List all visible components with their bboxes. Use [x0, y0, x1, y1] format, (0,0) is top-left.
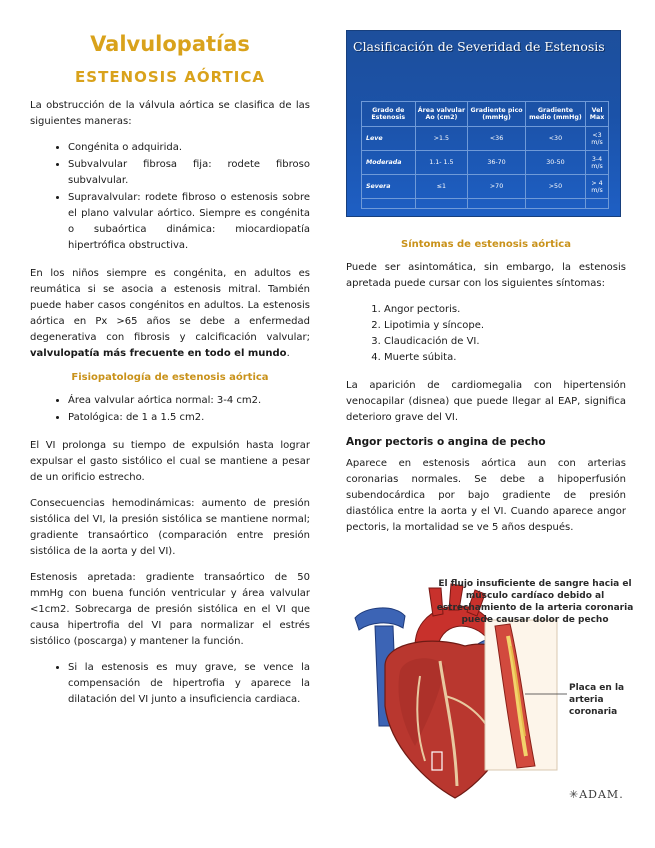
table-cell: [362, 199, 416, 209]
table-cell: <36: [468, 127, 525, 151]
table-cell: > 4 m/s: [586, 175, 609, 199]
severity-table-title: Clasificación de Severidad de Estenosis: [353, 39, 605, 54]
page-title: Valvulopatías: [90, 32, 250, 56]
table-row: [362, 199, 609, 209]
table-cell: Severa: [362, 175, 416, 199]
list-item: • Área valvular aórtica normal: 3-4 cm2.: [68, 393, 310, 409]
table-row: [362, 151, 609, 175]
table-row: [362, 127, 609, 151]
list-item: 3. Claudicación de VI.: [384, 334, 626, 350]
children-text: En los niños siempre es congénita, en adultos es reumática si se asocia a estenosis mitral. También puede haber casos congénitos en adultos. La estenosis aórtica en Px >65 años se debe a enfermedad degenerativa con fibrosis y calcificación valvular;: [30, 268, 310, 343]
heart-illustration: [345, 576, 634, 804]
severe-list: [30, 660, 310, 708]
table-header: Gradiente medio (mmHg): [525, 102, 585, 127]
fisio-heading: Fisiopatología de estenosis aórtica: [71, 372, 269, 383]
sintomas-heading: Síntomas de estenosis aórtica: [401, 239, 571, 250]
section-subtitle: ESTENOSIS AÓRTICA: [75, 68, 265, 86]
table-header: Grado de Estenosis: [362, 102, 416, 127]
children-bold-text: valvulopatía más frecuente en todo el mundo: [30, 348, 287, 359]
table-header: Área valvular Ao (cm2): [415, 102, 468, 127]
angor-paragraph: Aparece en estenosis aórtica aun con arterias coronarias normales. Se debe a hipoperfusión subendocárdica por bajo gradiente de presión diastólica entre la aorta y el VI. Cuando aparece angor pectoris, la mortalidad se ve 5 años después.: [346, 458, 626, 533]
list-item: 2. Lipotimia y síncope.: [384, 318, 626, 334]
adam-star-icon: ✳: [569, 788, 580, 801]
apretada-paragraph: Estenosis apretada: gradiente transaórtico de 50 mmHg con buena función ventricular y área valvular <1cm2. Sobrecarga de presión sistólica en el VI que causa hipertrofia del VI para normalizar el estrés sistólico (poscarga) y mantener la función.: [30, 572, 310, 647]
list-item: • Patológica: de 1 a 1.5 cm2.: [68, 410, 310, 426]
table-cell: 1.1- 1.5: [415, 151, 468, 175]
table-header: Gradiente pico (mmHg): [468, 102, 525, 127]
table-cell: 30-50: [525, 151, 585, 175]
vi-paragraph: El VI prolonga su tiempo de expulsión hasta lograr expulsar el gasto sistólico el cual se mantiene a pesar de un orificio estrecho.: [30, 440, 310, 483]
list-item: 4. Muerte súbita.: [384, 350, 626, 366]
left-column: [30, 32, 310, 720]
right-column: [346, 30, 626, 546]
table-cell: Moderada: [362, 151, 416, 175]
list-item: • Congénita o adquirida.: [68, 140, 310, 156]
list-item: • Si la estenosis es muy grave, se vence la compensación de hipertrofia y aparece la dilatación del VI junto a insuficiencia cardiaca.: [68, 660, 310, 708]
sintomas-intro: Puede ser asintomática, sin embargo, la estenosis apretada puede cursar con los siguientes síntomas:: [346, 262, 626, 289]
table-cell: >1.5: [415, 127, 468, 151]
list-item: • Supravalvular: rodete fibroso o estenosis sobre el plano valvular aórtico. Siempre es congénita o subaórtica dinámica: miocardiopatía hipertrófica obstructiva.: [68, 190, 310, 254]
table-cell: [415, 199, 468, 209]
table-cell: <3 m/s: [586, 127, 609, 151]
consecuencias-paragraph: Consecuencias hemodinámicas: aumento de presión sistólica del VI, la presión sistólica se mantiene normal; gradiente transaórtico (comparación entre presión sistólica de la aorta y del VI).: [30, 498, 310, 557]
table-cell: [468, 199, 525, 209]
table-cell: 36-70: [468, 151, 525, 175]
table-cell: 3-4 m/s: [586, 151, 609, 175]
areas-list: [30, 393, 310, 426]
table-cell: [586, 199, 609, 209]
table-cell: >70: [468, 175, 525, 199]
table-cell: <30: [525, 127, 585, 151]
severity-table-image: [346, 30, 621, 217]
types-list: [30, 140, 310, 254]
table-cell: ≤1: [415, 175, 468, 199]
table-cell: [525, 199, 585, 209]
table-header: Vel Max: [586, 102, 609, 127]
plaque-label: Placa en la arteria coronaria: [569, 683, 625, 717]
angor-heading: Angor pectoris o angina de pecho: [346, 436, 546, 448]
intro-paragraph: La obstrucción de la válvula aórtica se clasifica de las siguientes maneras:: [30, 100, 310, 127]
table-header-row: [362, 102, 609, 127]
table-cell: Leve: [362, 127, 416, 151]
children-suffix: .: [286, 348, 290, 359]
cardiomegalia-paragraph: La aparición de cardiomegalia con hipertensión venocapilar (disnea) que puede llegar al EAP, significa deterioro grave del VI.: [346, 380, 626, 423]
list-item: • Subvalvular fibrosa fija: rodete fibroso subvalvular.: [68, 157, 310, 189]
sintomas-list: [346, 302, 626, 366]
adam-logo: [569, 788, 624, 801]
severity-table: [361, 101, 609, 209]
table-row: [362, 175, 609, 199]
table-cell: >50: [525, 175, 585, 199]
children-paragraph: [30, 266, 310, 362]
adam-logo-text: ADAM.: [579, 788, 624, 801]
figure-caption: El flujo insuficiente de sangre hacia el músculo cardíaco debido al estrechamiento de la arteria coronaria puede causar dolor de pecho: [436, 579, 634, 625]
list-item: 1. Angor pectoris.: [384, 302, 626, 318]
